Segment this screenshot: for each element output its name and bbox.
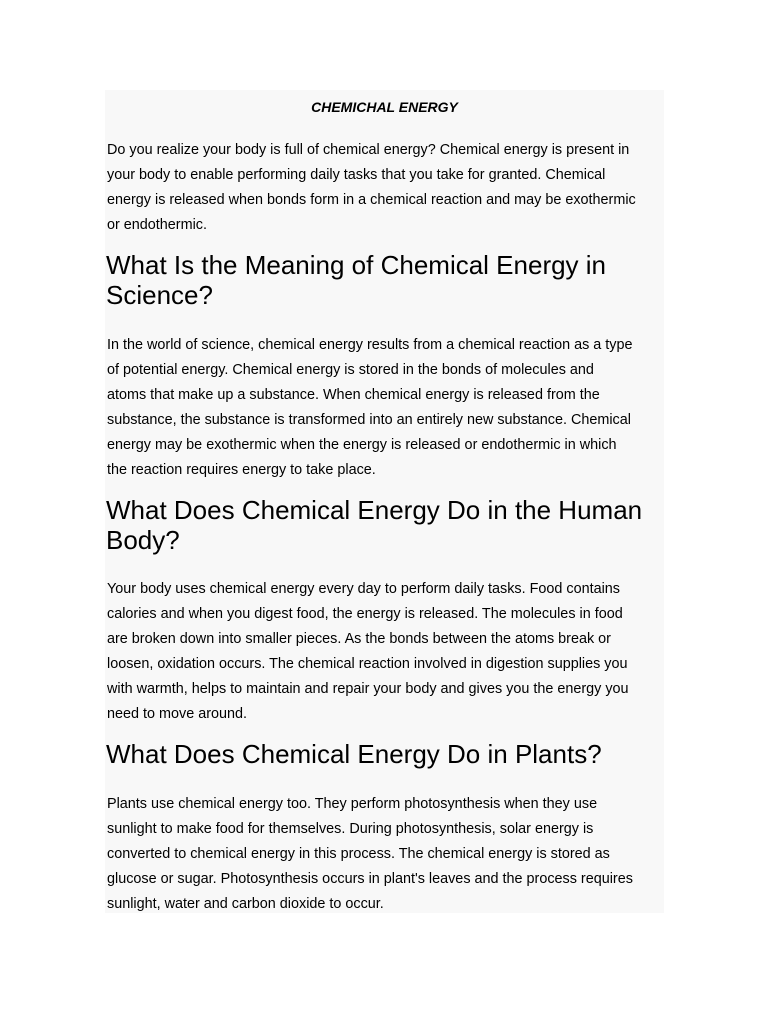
heading-line: Body? — [106, 524, 180, 555]
paragraph-line: with warmth, helps to maintain and repair your body and gives you the energy you — [107, 681, 629, 697]
intro-line: Do you realize your body is full of chemical energy? Chemical energy is present in — [107, 142, 630, 158]
section-heading-meaning — [106, 251, 664, 310]
document-page — [105, 90, 664, 913]
paragraph-line: sunlight, water and carbon dioxide to occur. — [107, 896, 384, 912]
paragraph-line: calories and when you digest food, the energy is released. The molecules in food — [107, 606, 623, 622]
heading-line: Science? — [106, 279, 213, 310]
paragraph-line: sunlight to make food for themselves. During photosynthesis, solar energy is — [107, 821, 594, 837]
section-paragraph-meaning — [107, 333, 663, 483]
paragraph-line: of potential energy. Chemical energy is stored in the bonds of molecules and — [107, 362, 594, 378]
intro-line: energy is released when bonds form in a chemical reaction and may be exothermic — [107, 192, 636, 208]
intro-line: your body to enable performing daily tasks that you take for granted. Chemical — [107, 167, 606, 183]
paragraph-line: Your body uses chemical energy every day to perform daily tasks. Food contains — [107, 581, 620, 597]
section-heading-plants — [106, 740, 664, 770]
intro-paragraph — [107, 138, 663, 238]
paragraph-line: converted to chemical energy in this process. The chemical energy is stored as — [107, 846, 610, 862]
paragraph-line: energy may be exothermic when the energy is released or endothermic in which — [107, 437, 617, 453]
section-paragraph-plants — [107, 792, 663, 917]
section-paragraph-human-body — [107, 577, 663, 727]
section-heading-human-body — [106, 496, 664, 555]
paragraph-line: are broken down into smaller pieces. As the bonds between the atoms break or — [107, 631, 611, 647]
document-title: CHEMICHAL ENERGY — [311, 99, 458, 115]
intro-line: or endothermic. — [107, 217, 207, 233]
paragraph-line: atoms that make up a substance. When chemical energy is released from the — [107, 387, 600, 403]
paragraph-line: glucose or sugar. Photosynthesis occurs in plant's leaves and the process requires — [107, 871, 633, 887]
paragraph-line: need to move around. — [107, 706, 248, 722]
paragraph-line: loosen, oxidation occurs. The chemical reaction involved in digestion supplies you — [107, 656, 628, 672]
paragraph-line: Plants use chemical energy too. They perform photosynthesis when they use — [107, 796, 598, 812]
heading-line: What Does Chemical Energy Do in Plants? — [106, 739, 602, 769]
paragraph-line: In the world of science, chemical energy results from a chemical reaction as a type — [107, 337, 633, 353]
paragraph-line: substance, the substance is transformed into an entirely new substance. Chemical — [107, 412, 631, 428]
heading-line: What Is the Meaning of Chemical Energy in — [106, 250, 607, 280]
paragraph-line: the reaction requires energy to take place. — [107, 462, 376, 478]
heading-line: What Does Chemical Energy Do in the Human — [106, 495, 643, 525]
